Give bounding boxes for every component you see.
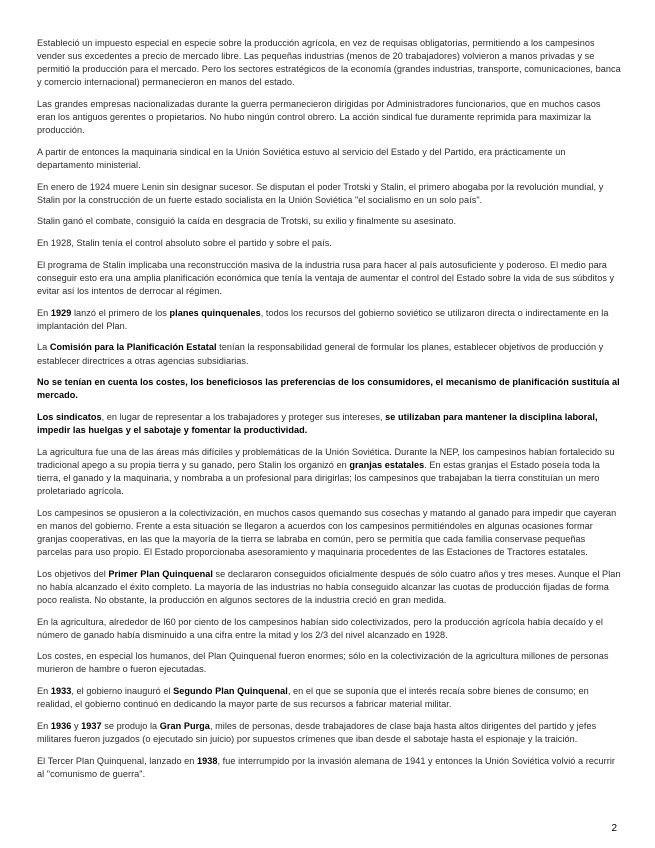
text-run: tenían la responsabilidad general de formular los planes, establecer objetivos de producción y establecer directrices a otras agencias subsidiarias.: [37, 342, 604, 366]
paragraph: [37, 411, 621, 437]
paragraph: [37, 341, 621, 367]
bold-text: Primer Plan Quinquenal: [108, 568, 213, 579]
bold-text: planes quinquenales: [169, 307, 261, 318]
text-run: , el gobierno inauguró el: [71, 686, 174, 697]
paragraph: [37, 37, 621, 89]
text-run: se declararon conseguidos oficialmente después de sólo cuatro años y tres meses. Aunque el Plan no había alcanzado el éxito completo. La mayoría de las industrias no había conseguido alcanzar las cuotas de producción fijadas de forma poco realista. No obstante, la producción en algunos sectores de la industria creció en gran medida.: [37, 568, 621, 605]
text-run: lanzó el primero de los: [71, 307, 170, 318]
paragraph: [37, 507, 621, 559]
text-run: . En estas granjas el Estado poseía toda la tierra, el ganado y la maquinaria, y nombraba a un profesional para dirigirlas; los campesinos que trabajaban la tierra constituían un mero proletariado agrícola.: [37, 459, 600, 497]
text-run: En: [37, 686, 51, 697]
paragraph: [37, 259, 621, 298]
paragraph: [37, 237, 621, 250]
bold-text: 1936: [50, 720, 72, 731]
text-run: Estableció un impuesto especial en especie sobre la producción agrícola, en vez de requisas obligatorias, permitiendo a los campesinos vender sus excedentes a precio de mercado libre. Las pequeñas industrias (menos de 20 trabajadores) volvieron a manos privadas y se permitió la producción para el mercado. Pero los sectores estratégicos de la economía (grandes industrias, transporte, comunicaciones, banca y comercio internacional) permanecieron en manos del estado.: [37, 38, 621, 88]
text-run: , fue interrumpido por la invasión alemana de 1941 y entonces la Unión Soviética volvió a recurrir al "comunismo de guerra".: [37, 755, 615, 779]
text-run: En 1928, Stalin tenía el control absoluto sobre el partido y sobre el país.: [37, 238, 332, 249]
body-text: [37, 37, 621, 781]
text-run: La agricultura fue una de las áreas más difíciles y problemáticas de la Unión Soviética. Durante la NEP, los campesinos habían fortalecido su tradicional apego a su propia tierra y su ganado, pero Stalin los organizó en: [37, 446, 615, 470]
text-run: Stalin ganó el combate, consiguió la caída en desgracia de Trotski, su exilio y finalmente su asesinato.: [37, 216, 457, 227]
paragraph: [37, 685, 621, 711]
bold-text: Segundo Plan Quinquenal: [173, 686, 288, 697]
text-run: Los costes, en especial los humanos, del Plan Quinquenal fueron enormes; sólo en la colectivización de la agricultura millones de personas murieron de hambre o fueron ejecutadas.: [37, 651, 609, 675]
text-run: y: [71, 720, 82, 731]
text-run: La: [37, 342, 50, 353]
text-run: se produjo la: [101, 720, 160, 731]
bold-text: 1937: [81, 720, 102, 731]
bold-text: Los sindicatos: [37, 412, 102, 422]
paragraph: [37, 307, 621, 333]
text-run: A partir de entonces la maquinaria sindical en la Unión Soviética estuvo al servicio del Estado y del Partido, era prácticamente un departamento ministerial.: [37, 146, 566, 170]
paragraph: [37, 181, 621, 207]
text-run: , todos los recursos del gobierno soviético se utilizaron directa o indirectamente en la implantación del Plan.: [37, 307, 609, 331]
paragraph: [37, 376, 621, 402]
text-run: En enero de 1924 muere Lenin sin designar sucesor. Se disputan el poder Trotski y Stalin, el primero abogaba por la revolución mundial, y Stalin por la construcción de un fuerte estado socialista en la Unión Soviética "el socialismo en un solo país".: [37, 181, 604, 205]
bold-text: granjas estatales: [349, 459, 425, 470]
bold-text: Comisión para la Planificación Estatal: [49, 342, 217, 353]
paragraph: [37, 650, 621, 676]
text-run: En: [37, 307, 51, 318]
bold-text: 1938: [197, 755, 218, 766]
paragraph: [37, 616, 621, 642]
text-run: En la agricultura, alrededor de l60 por ciento de los campesinos habían sido colectivizados, pero la producción agrícola había decaído y el número de ganado había disminuido a una cifra entre la mitad y los 2/3 del nivel alcanzado en 1928.: [37, 616, 603, 640]
text-run: Los campesinos se opusieron a la colectivización, en muchos casos quemando sus cosechas y matando al ganado para impedir que cayeran en manos del gobierno. Frente a esta situación se llegaron a acuerdos con los campesinos permitiéndoles en algunas ocasiones formar granjas cooperativas, en las que la mayoría de la tierra se labraba en común, pero se permitía que cada familia conservase pequeñas parcelas para uso propio. El Estado proporcionaba asesoramiento y maquinaria procedentes de las Estaciones de Tractores estatales.: [37, 507, 617, 558]
text-run: El Tercer Plan Quinquenal, lanzado en: [37, 755, 197, 766]
bold-text: No se tenían en cuenta los costes, los beneficiosos las preferencias de los consumidores, el mecanismo de planificación sustituía al mercado.: [37, 377, 620, 401]
paragraph: [37, 98, 621, 137]
text-run: Las grandes empresas nacionalizadas durante la guerra permanecieron dirigidas por Administradores funcionarios, que en muchos casos eran los antiguos gerentes o propietarios. No hubo ningún control obrero. La acción sindical fue duramente reprimida para maximizar la producción.: [37, 98, 601, 136]
bold-text: Gran Purga: [159, 720, 210, 731]
text-run: Los objetivos del: [37, 568, 109, 579]
paragraph: [37, 446, 621, 498]
paragraph: [37, 215, 621, 228]
paragraph: [37, 755, 621, 781]
text-run: , miles de personas, desde trabajadores de clase baja hasta altos dirigentes del partido y jefes militares fueron juzgados (o ejecutado sin juicio) por supuestos crímenes que iban desde el sabotaje hasta el espionaje y la traición.: [37, 720, 597, 745]
bold-text: 1929: [50, 307, 72, 318]
text-run: , en lugar de representar a los trabajadores y proteger sus intereses,: [101, 412, 386, 422]
text-run: , en el que se suponía que el interés recaía sobre bienes de consumo; en realidad, el gobierno continuó en dedicando la mayor parte de sus recursos a fabricar material militar.: [37, 686, 589, 710]
text-run: El programa de Stalin implicaba una reconstrucción masiva de la industria rusa para hacer al país autosuficiente y poderoso. El medio para conseguir esto era una amplia planificación económica que tenía la ventaja de aumentar el control del Estado sobre la vida de sus súbditos y evitar así los intentos de derrocar al régimen.: [37, 259, 615, 296]
bold-text: 1933: [50, 686, 72, 697]
page-number: 2: [611, 823, 617, 834]
paragraph: [37, 568, 621, 607]
paragraph: [37, 146, 621, 172]
bold-text: se utilizaban para mantener la disciplina laboral, impedir las huelgas y el sabotaje y fomentar la productividad.: [37, 412, 598, 436]
text-run: En: [37, 720, 51, 731]
paragraph: [37, 720, 621, 746]
